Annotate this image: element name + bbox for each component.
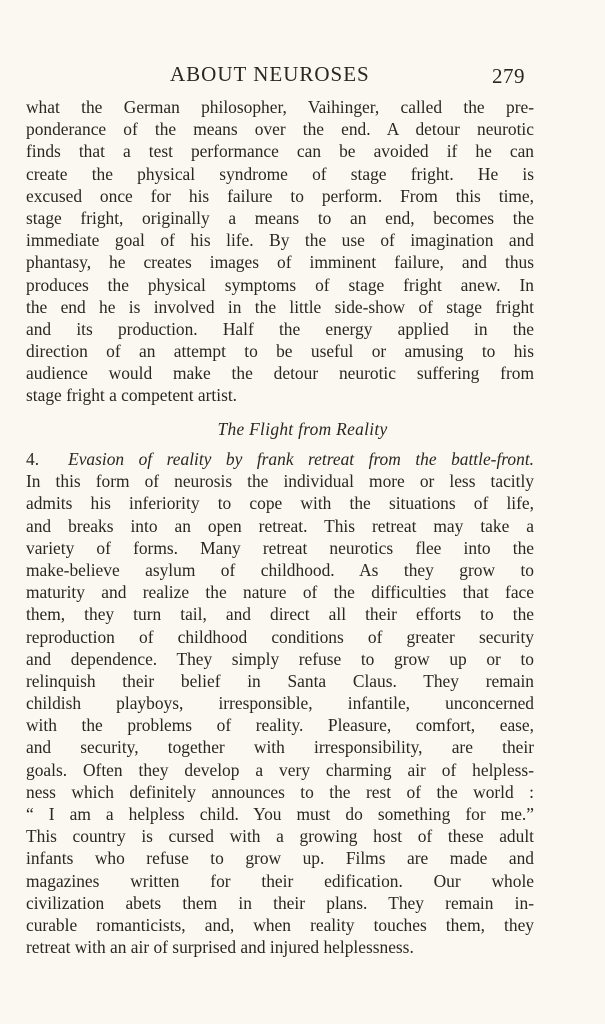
section-heading: The Flight from Reality xyxy=(217,419,388,439)
text-line: and dependence. They simply refuse to grow up or to xyxy=(26,648,534,669)
paragraph-lead-line xyxy=(26,448,534,470)
text-line: retreat with an air of surprised and injured helplessness. xyxy=(26,937,414,958)
text-line: audience would make the detour neurotic suffering from xyxy=(26,363,534,384)
text-line: with the problems of reality. Pleasure, comfort, ease, xyxy=(26,715,534,736)
text-line: stage fright a competent artist. xyxy=(26,385,238,406)
text-line: ness which definitely announces to the rest of the world : xyxy=(26,781,534,802)
text-line: reproduction of childhood conditions of greater security xyxy=(26,626,534,647)
text-line: admits his inferiority to cope with the situations of life, xyxy=(26,493,534,514)
running-head-title: ABOUT NEUROSES xyxy=(170,62,370,86)
text-line: the end he is involved in the little side-show of stage fright xyxy=(26,296,534,317)
text-line: phantasy, he creates images of imminent failure, and thus xyxy=(26,252,534,273)
text-line: maturity and realize the nature of the difficulties that face xyxy=(26,582,534,603)
running-head xyxy=(0,60,605,90)
text-line: and breaks into an open retreat. This retreat may take a xyxy=(26,515,534,536)
text-line: finds that a test performance can be avoided if he can xyxy=(26,141,534,162)
text-line: “ I am a helpless child. You must do something for me.” xyxy=(26,804,534,824)
text-line: them, they turn tail, and direct all their efforts to the xyxy=(26,604,534,625)
text-line: relinquish their belief in Santa Claus. They remain xyxy=(26,670,534,691)
text-line: infants who refuse to grow up. Films are made and xyxy=(26,848,534,869)
text-line: what the German philosopher, Vaihinger, called the pre- xyxy=(26,97,534,117)
text-line: stage fright, originally a means to an end, becomes the xyxy=(26,207,534,228)
text-line: civilization abets them in their plans. They remain in- xyxy=(26,892,534,913)
text-line: make-believe asylum of childhood. As they grow to xyxy=(26,559,534,580)
text-line: immediate goal of his life. By the use of imagination and xyxy=(26,230,534,251)
text-line: This country is cursed with a growing host of these adult xyxy=(26,826,534,847)
text-line: In this form of neurosis the individual more or less tacitly xyxy=(26,471,534,492)
text-line: excused once for his failure to perform. From this time, xyxy=(26,185,534,206)
text-line: magazines written for their edification. Our whole xyxy=(26,870,534,891)
text-line: goals. Often they develop a very charming air of helpless- xyxy=(26,759,534,780)
paragraph-evasion-of-reality xyxy=(26,448,534,958)
text-line: create the physical syndrome of stage fright. He is xyxy=(26,163,534,184)
page-number: 279 xyxy=(492,64,525,88)
text-line: childish playboys, irresponsible, infantile, unconcerned xyxy=(26,693,534,714)
text-line: ponderance of the means over the end. A detour neurotic xyxy=(26,119,534,140)
section-number: 4. xyxy=(26,449,40,469)
text-line: direction of an attempt to be useful or amusing to his xyxy=(26,341,534,362)
paragraph-detour-neurotic xyxy=(26,96,534,407)
text-line: and its production. Half the energy applied in the xyxy=(26,318,534,339)
text-line: variety of forms. Many retreat neurotics flee into the xyxy=(26,537,534,558)
text-line: and security, together with irresponsibility, are their xyxy=(26,737,534,758)
text-line: produces the physical symptoms of stage fright anew. In xyxy=(26,274,534,295)
paragraph-lead-title: Evasion of reality by frank retreat from the battle-front. xyxy=(68,449,534,469)
text-line: curable romanticists, and, when reality touches them, they xyxy=(26,914,534,935)
